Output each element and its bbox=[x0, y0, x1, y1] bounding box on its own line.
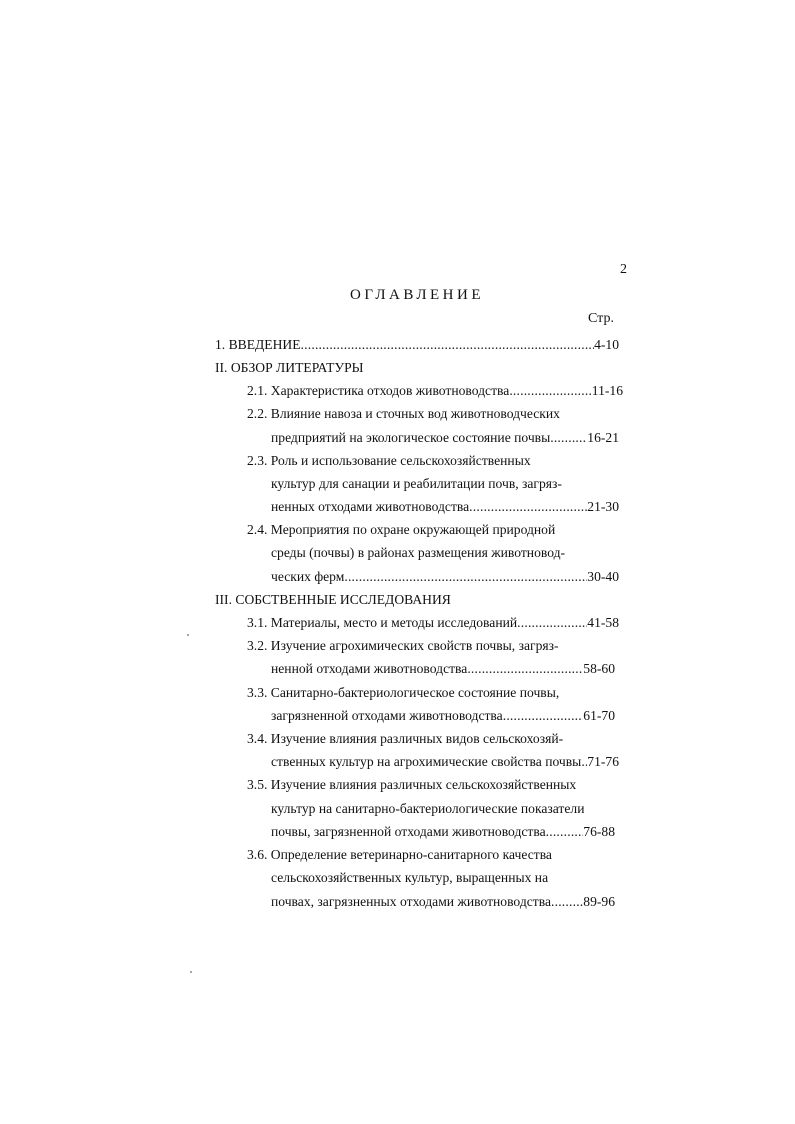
toc-entry-pages: 58-60 bbox=[583, 661, 615, 676]
toc-entry-2-3-line3 bbox=[271, 498, 619, 516]
toc-entry-pages: 41-58 bbox=[587, 615, 619, 630]
toc-entry-2-4-line2: среды (почвы) в районах размещения животновод- bbox=[271, 545, 566, 560]
dot-leader bbox=[546, 823, 584, 841]
dot-leader bbox=[344, 568, 587, 586]
dot-leader bbox=[551, 893, 583, 911]
toc-entry-pages: 21-30 bbox=[587, 499, 619, 514]
toc-entry-text: ненной отходами животноводства bbox=[271, 661, 468, 676]
toc-entry-3-6-line3 bbox=[271, 893, 615, 911]
toc-entry-3-4-line2 bbox=[271, 753, 619, 771]
dot-leader bbox=[509, 382, 591, 400]
toc-entry-pages: 30-40 bbox=[587, 569, 619, 584]
toc-entry-2-3-line2: культур для санации и реабилитации почв, загряз- bbox=[271, 476, 562, 491]
toc-entry-2-3-line1: 2.3. Роль и использование сельскохозяйственных bbox=[247, 453, 531, 468]
toc-entry-pages: 11-16 bbox=[591, 383, 623, 398]
toc-entry-pages: 71-76 bbox=[587, 754, 619, 769]
toc-entry-2-2-line1: 2.2. Влияние навоза и сточных вод животноводческих bbox=[247, 406, 560, 421]
scan-speck bbox=[190, 971, 192, 973]
toc-entry-3-6-line1: 3.6. Определение ветеринарно-санитарного качества bbox=[247, 847, 552, 862]
toc-entry-pages: 61-70 bbox=[583, 708, 615, 723]
toc-entry-3-2-line2 bbox=[271, 660, 615, 678]
toc-entry-3-5-line2: культур на санитарно-бактериологические показатели bbox=[271, 801, 585, 816]
toc-entry-text: 2.1. Характеристика отходов животноводства bbox=[247, 383, 510, 398]
toc-entry-pages: 76-88 bbox=[583, 824, 615, 839]
toc-entry-3-4-line1: 3.4. Изучение влияния различных видов сельскохозяй- bbox=[247, 731, 564, 746]
toc-entry-text: 1. ВВЕДЕНИЕ bbox=[215, 337, 301, 352]
chapter-heading-3: III. СОБСТВЕННЫЕ ИССЛЕДОВАНИЯ bbox=[215, 592, 451, 607]
pages-column-header: Стр. bbox=[588, 311, 614, 326]
toc-entry-pages: 16-21 bbox=[587, 430, 619, 445]
toc-entry-text: ненных отходами животноводства bbox=[271, 499, 470, 514]
toc-entry-intro bbox=[215, 336, 619, 354]
dot-leader bbox=[469, 498, 587, 516]
toc-entry-text: ственных культур на агрохимические свойства почвы bbox=[271, 754, 582, 769]
dot-leader bbox=[503, 707, 584, 725]
toc-entry-3-5-line1: 3.5. Изучение влияния различных сельскохозяйственных bbox=[247, 777, 577, 792]
dot-leader bbox=[467, 660, 583, 678]
toc-entry-3-6-line2: сельскохозяйственных культур, выращенных на bbox=[271, 870, 549, 885]
toc-entry-3-2-line1: 3.2. Изучение агрохимических свойств почвы, загряз- bbox=[247, 638, 559, 653]
toc-entry-2-4-line1: 2.4. Мероприятия по охране окружающей природной bbox=[247, 522, 556, 537]
page-number: 2 bbox=[620, 262, 627, 277]
scan-speck bbox=[187, 634, 189, 636]
toc-entry-text: загрязненной отходами животноводства bbox=[271, 708, 503, 723]
toc-entry-text: предприятий на экологическое состояние почвы bbox=[271, 430, 551, 445]
chapter-heading-2: II. ОБЗОР ЛИТЕРАТУРЫ bbox=[215, 360, 364, 375]
toc-entry-3-1 bbox=[247, 614, 619, 632]
toc-entry-3-3-line1: 3.3. Санитарно-бактериологическое состояние почвы, bbox=[247, 685, 560, 700]
toc-entry-text: почвы, загрязненной отходами животноводства bbox=[271, 824, 546, 839]
toc-entry-2-2-line2 bbox=[271, 429, 619, 447]
toc-entry-text: 3.1. Материалы, место и методы исследований bbox=[247, 615, 518, 630]
toc-entry-3-5-line3 bbox=[271, 823, 615, 841]
dot-leader bbox=[301, 336, 595, 354]
dot-leader bbox=[517, 614, 587, 632]
toc-entry-2-4-line3 bbox=[271, 568, 619, 586]
toc-entry-pages: 4-10 bbox=[594, 337, 619, 352]
toc-entry-2-1 bbox=[247, 382, 623, 400]
dot-leader bbox=[550, 429, 587, 447]
toc-entry-3-3-line2 bbox=[271, 707, 615, 725]
toc-entry-pages: 89-96 bbox=[583, 894, 615, 909]
toc-entry-text: почвах, загрязненных отходами животноводства bbox=[271, 894, 551, 909]
toc-entry-text: ческих ферм bbox=[271, 569, 345, 584]
toc-title: ОГЛАВЛЕНИЕ bbox=[350, 287, 484, 303]
